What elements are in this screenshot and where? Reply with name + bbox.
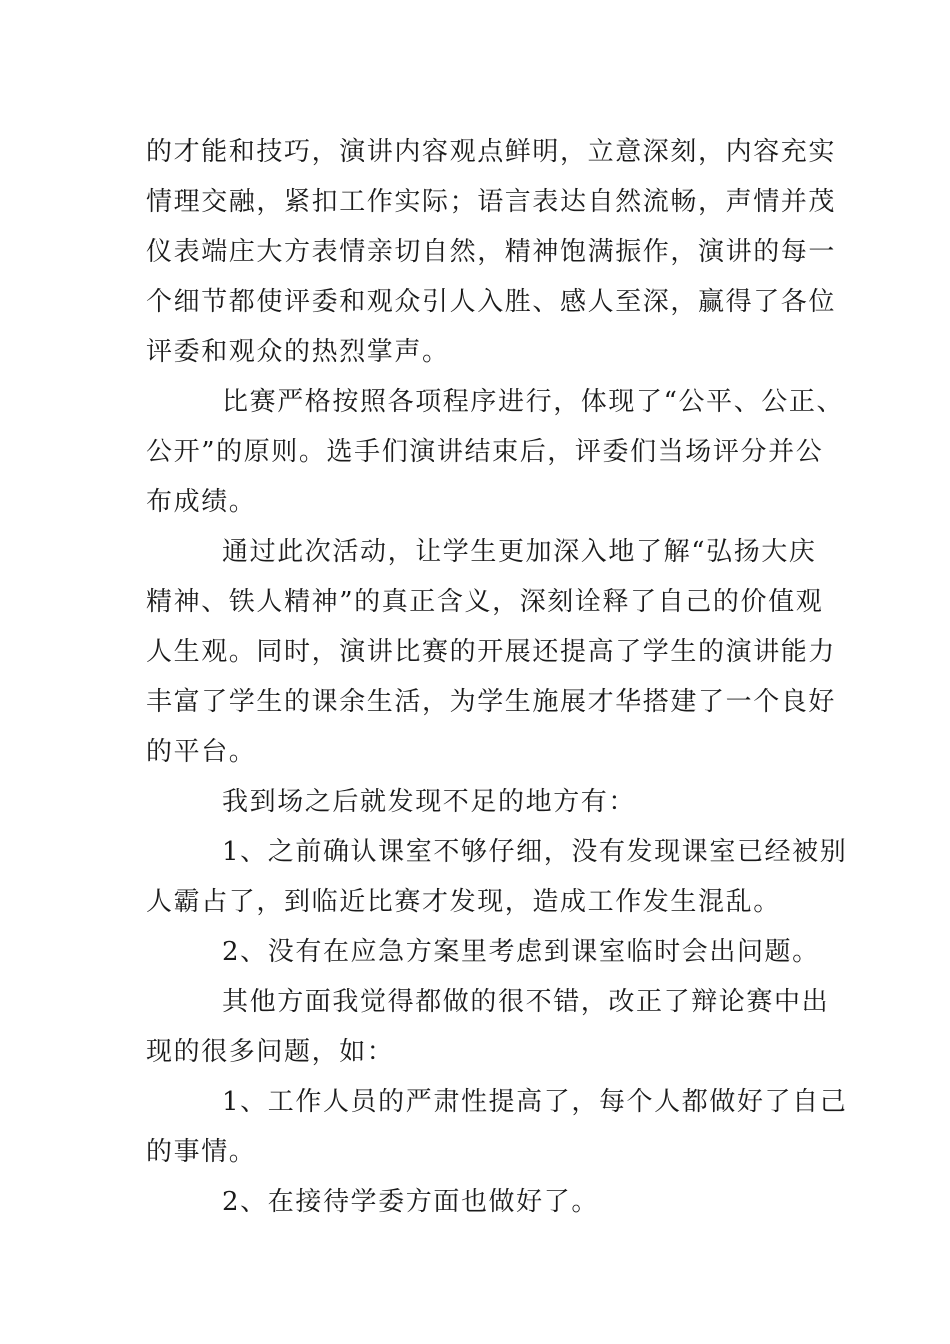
text-line: 人霸占了，到临近比赛才发现，造成工作发生混乱。 [146, 887, 781, 917]
text-line: 仪表端庄大方表情亲切自然，精神饱满振作，演讲的每一 [146, 237, 837, 267]
list-item-first-line: 2、在接待学委方面也做好了。 [222, 1187, 599, 1217]
text-line: 精神、铁人精神”的真正含义，深刻诠释了自己的价值观 [146, 587, 824, 617]
text-line: 个细节都使评委和观众引人入胜、感人至深，赢得了各位 [146, 287, 837, 317]
text-line: 现的很多问题，如： [146, 1037, 395, 1067]
text-line: 的才能和技巧，演讲内容观点鲜明，立意深刻，内容充实 [146, 137, 837, 167]
paragraph-first-line: 其他方面我觉得都做的很不错，改正了辩论赛中出 [222, 987, 830, 1017]
text-line: 布成绩。 [146, 487, 257, 517]
paragraph-first-line: 通过此次活动，让学生更加深入地了解“弘扬大庆 [222, 537, 817, 567]
list-item-first-line: 1、工作人员的严肃性提高了，每个人都做好了自己 [222, 1087, 848, 1117]
text-line: 评委和观众的热烈掌声。 [146, 337, 450, 367]
text-line: 的事情。 [146, 1137, 257, 1167]
paragraph-first-line: 比赛严格按照各项程序进行，体现了“公平、公正、 [222, 387, 845, 417]
text-line: 的平台。 [146, 737, 257, 767]
text-line: 情理交融，紧扣工作实际；语言表达自然流畅，声情并茂 [146, 187, 837, 217]
text-line: 丰富了学生的课余生活，为学生施展才华搭建了一个良好 [146, 687, 837, 717]
list-item-first-line: 2、没有在应急方案里考虑到课室临时会出问题。 [222, 937, 820, 967]
list-item-first-line: 1、之前确认课室不够仔细，没有发现课室已经被别 [222, 837, 848, 867]
paragraph-first-line: 我到场之后就发现不足的地方有： [222, 787, 637, 817]
text-line: 人生观。同时，演讲比赛的开展还提高了学生的演讲能力 [146, 637, 837, 667]
text-line: 公开”的原则。选手们演讲结束后，评委们当场评分并公 [146, 437, 824, 467]
